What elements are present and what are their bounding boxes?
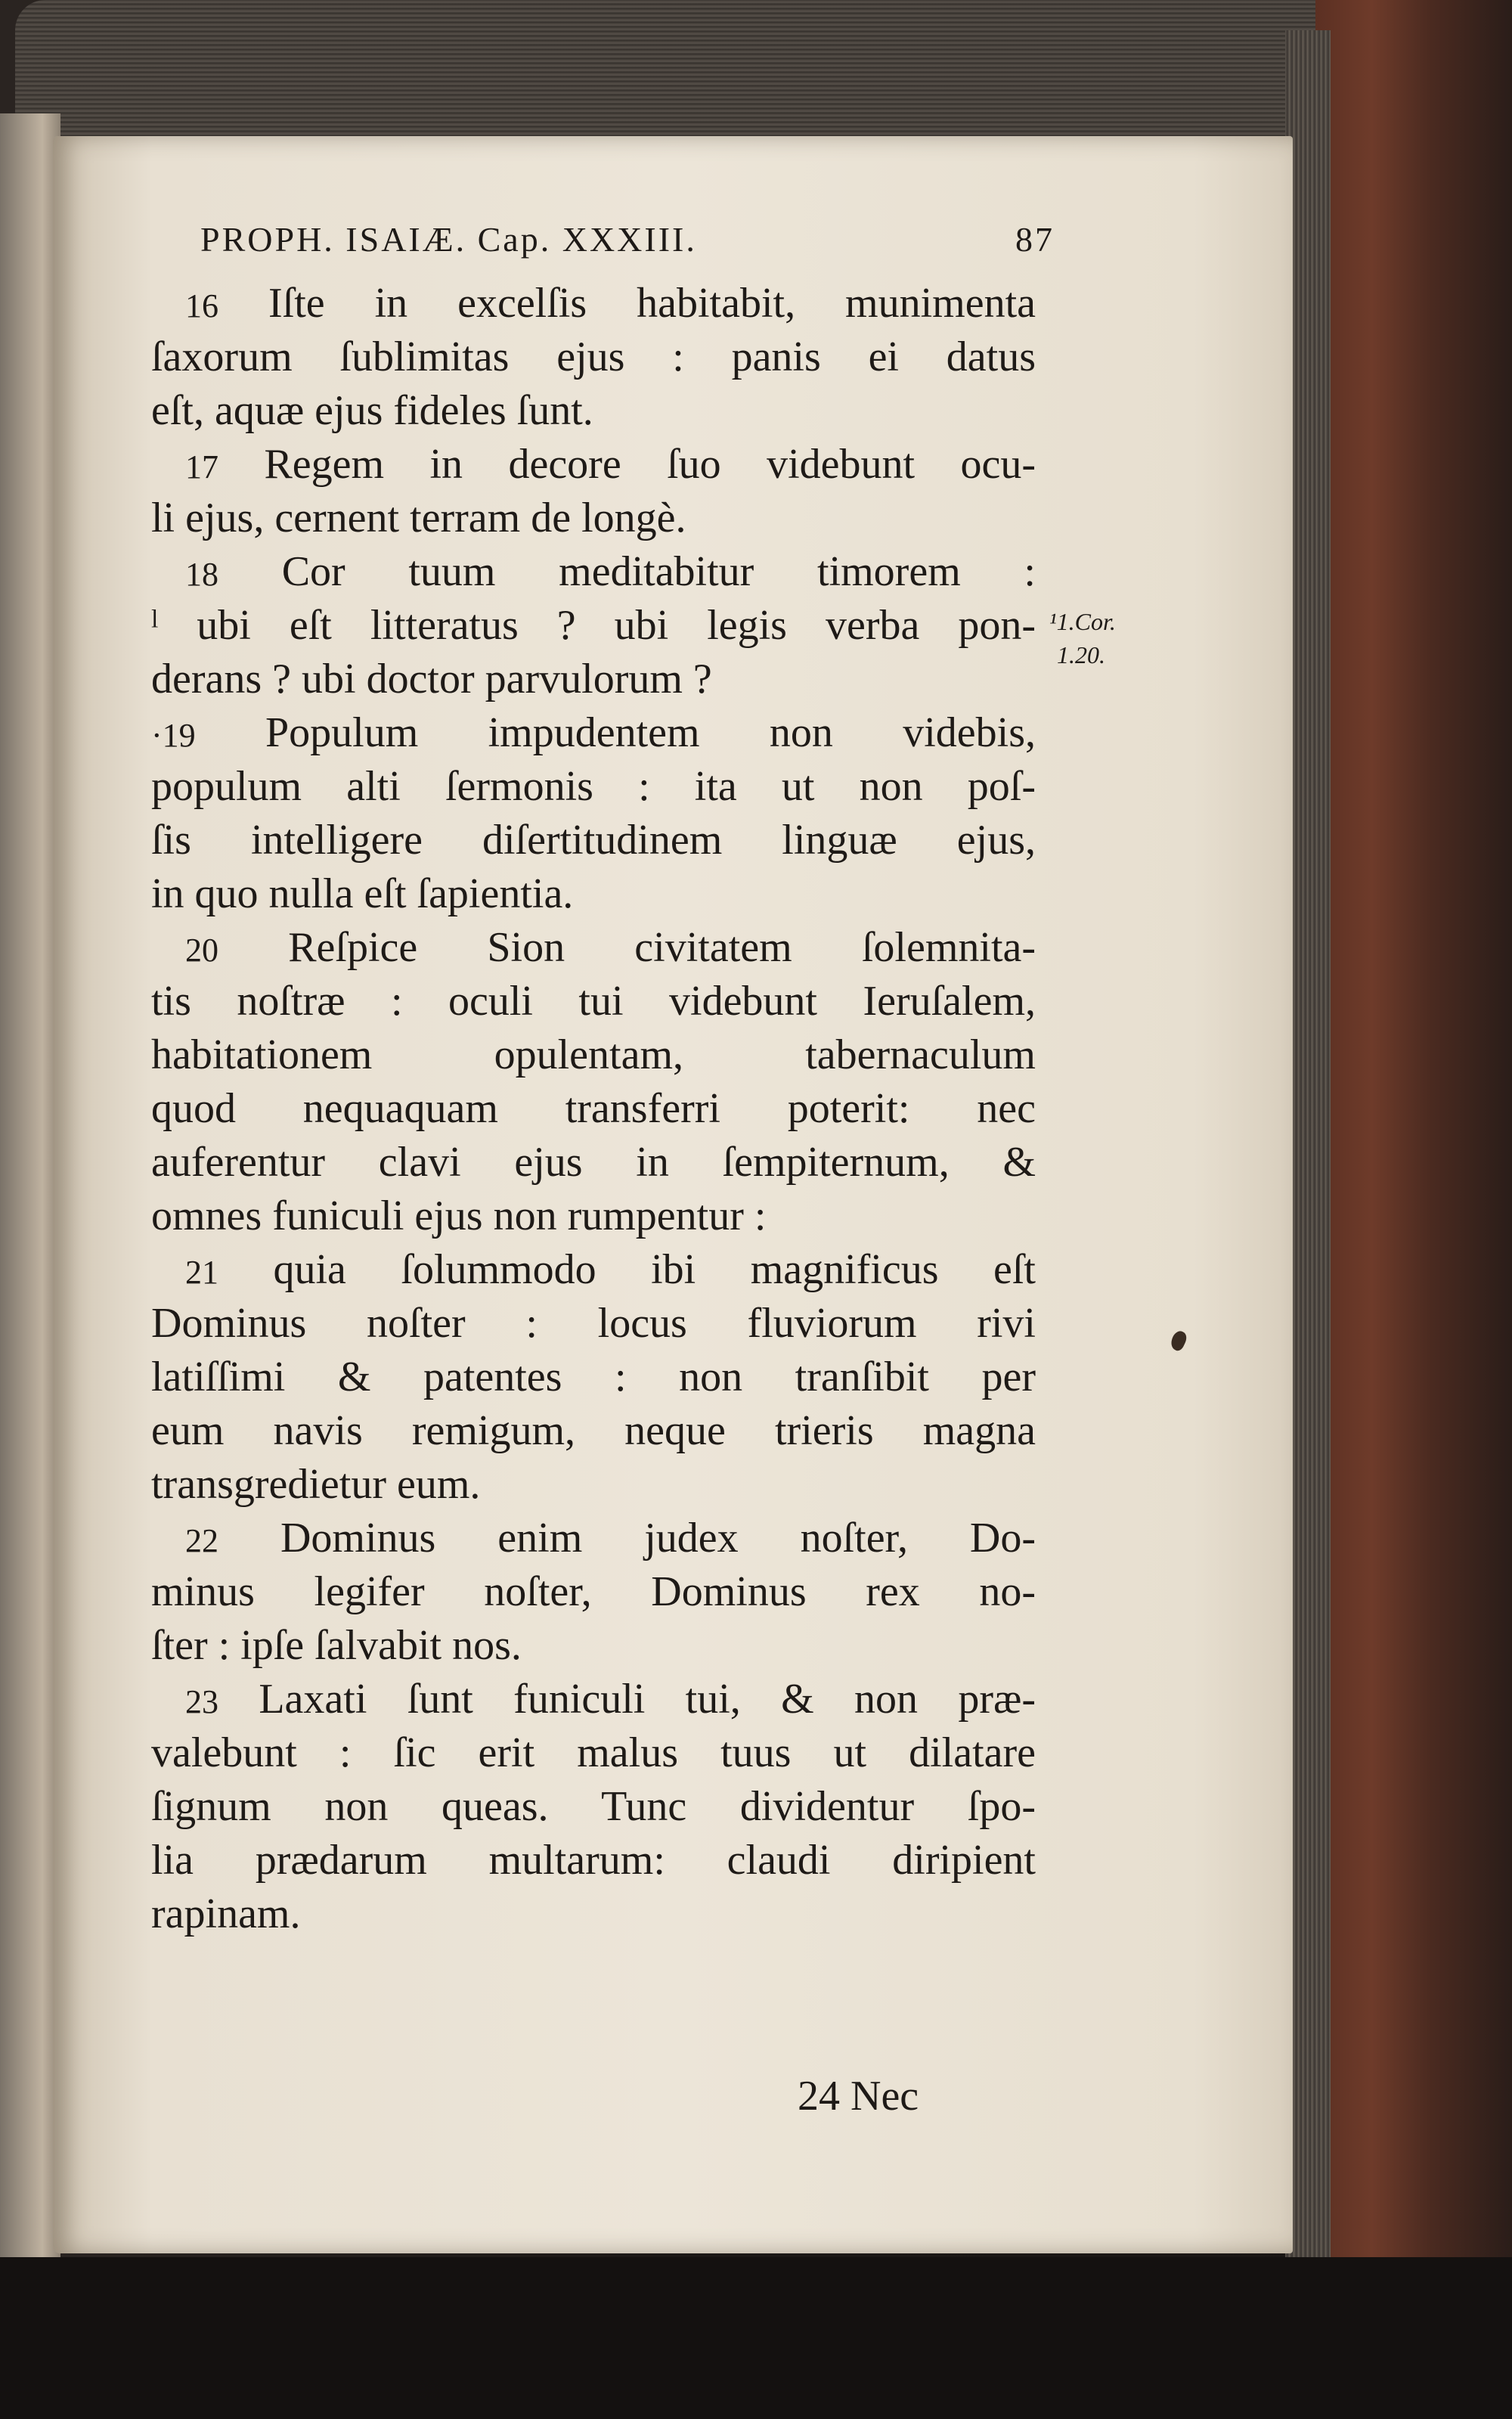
text-line xyxy=(151,1565,1036,1619)
text-line xyxy=(151,1833,1036,1887)
line-text: quia ſolummodo ibi magnificus eſt xyxy=(273,1246,1036,1293)
facing-page-edge xyxy=(0,113,60,2284)
text-line xyxy=(185,276,1036,333)
text-line xyxy=(151,1618,1036,1673)
text-line xyxy=(185,437,1036,495)
line-text: rapinam. xyxy=(151,1890,301,1937)
line-text: Dominus noſter : locus fluviorum rivi xyxy=(151,1300,1036,1347)
line-text: Laxati ſunt funiculi tui, & non præ- xyxy=(259,1676,1036,1723)
text-line xyxy=(151,1403,1036,1458)
text-line xyxy=(151,1028,1036,1082)
line-text: quod nequaquam transferri poterit: nec xyxy=(151,1085,1036,1132)
verse-number: 23 xyxy=(185,1683,218,1720)
text-line xyxy=(185,1242,1036,1300)
line-text: derans ? ubi doctor parvulorum ? xyxy=(151,656,712,702)
line-text: ſis intelligere diſertitudinem linguæ ejus, xyxy=(151,817,1036,864)
text-line xyxy=(151,706,1036,763)
text-line xyxy=(151,330,1036,384)
text-line xyxy=(151,383,1036,438)
line-text: omnes funiculi ejus non rumpentur : xyxy=(151,1192,767,1239)
text-line xyxy=(185,1672,1036,1729)
line-text: populum alti ſermonis : ita ut non poſ- xyxy=(151,763,1036,810)
text-line xyxy=(151,974,1036,1028)
background-bottom xyxy=(0,2257,1512,2419)
book-cover-edge xyxy=(1312,0,1512,2419)
text-line xyxy=(151,1457,1036,1512)
running-title: PROPH. ISAIÆ. Cap. XXXIII. xyxy=(200,220,697,259)
text-line xyxy=(151,652,1036,706)
line-text: Iſte in excelſis habitabit, munimenta xyxy=(268,280,1036,327)
page-stack-top xyxy=(15,0,1315,155)
page-number: 87 xyxy=(1015,220,1055,259)
line-text: habitationem opulentam, tabernaculum xyxy=(151,1031,1036,1078)
verse-number: ·19 xyxy=(151,717,196,754)
line-text: tis noſtræ : oculi tui videbunt Ieruſalem, xyxy=(151,978,1036,1025)
page-text xyxy=(53,136,1293,2253)
margin-reference-line: ¹1.Cor. xyxy=(1049,608,1116,635)
catchword: 24 Nec xyxy=(798,2073,919,2120)
margin-reference-line: 1.20. xyxy=(1057,641,1105,668)
line-text: Cor tuum meditabitur timorem : xyxy=(281,548,1036,595)
verse-number: 16 xyxy=(185,287,218,324)
line-text: ſignum non queas. Tunc dividentur ſpo- xyxy=(151,1783,1036,1830)
line-text: Populum impudentem non videbis, xyxy=(265,709,1036,756)
line-text: ˡ ubi eſt litteratus ? ubi legis verba pon- xyxy=(151,602,1036,649)
text-line xyxy=(151,1887,1036,1941)
verse-number: 20 xyxy=(185,932,218,969)
text-line xyxy=(151,491,1036,545)
line-text: latiſſimi & patentes : non tranſibit per xyxy=(151,1354,1036,1400)
line-text: eſt, aquæ ejus fideles ſunt. xyxy=(151,387,593,434)
verse-number: 22 xyxy=(185,1522,218,1559)
text-line xyxy=(151,1081,1036,1136)
text-line xyxy=(151,759,1036,814)
line-text: eum navis remigum, neque trieris magna xyxy=(151,1407,1036,1454)
text-line xyxy=(151,1189,1036,1243)
verse-number: 21 xyxy=(185,1254,218,1291)
line-text: in quo nulla eſt ſapientia. xyxy=(151,870,574,917)
text-line xyxy=(151,1779,1036,1834)
verse-number: 17 xyxy=(185,448,218,485)
verse-number: 18 xyxy=(185,556,218,593)
text-line xyxy=(151,1135,1036,1189)
text-line xyxy=(151,1350,1036,1404)
line-text: Reſpice Sion civitatem ſolemnita- xyxy=(288,924,1036,971)
line-text: minus legifer noſter, Dominus rex no- xyxy=(151,1568,1036,1615)
line-text: valebunt : ſic erit malus tuus ut dilatare xyxy=(151,1729,1036,1776)
line-text: ſter : ipſe ſalvabit nos. xyxy=(151,1622,522,1669)
line-text: Dominus enim judex noſter, Do- xyxy=(280,1515,1036,1561)
line-text: lia prædarum multarum: claudi diripient xyxy=(151,1837,1036,1884)
book-page xyxy=(53,136,1293,2253)
text-line xyxy=(151,813,1036,867)
ink-speck xyxy=(1168,1329,1188,1352)
line-text: auferentur clavi ejus in ſempiternum, & xyxy=(151,1139,1036,1186)
margin-reference xyxy=(1049,605,1116,671)
text-line xyxy=(151,1296,1036,1351)
text-line xyxy=(185,544,1036,602)
line-text: Regem in decore ſuo videbunt ocu- xyxy=(264,441,1036,488)
line-text: ſaxorum ſublimitas ejus : panis ei datus xyxy=(151,333,1036,380)
running-header xyxy=(200,219,1055,259)
text-line xyxy=(185,1511,1036,1568)
text-line xyxy=(151,867,1036,921)
text-line xyxy=(151,598,1036,653)
line-text: li ejus, cernent terram de longè. xyxy=(151,495,686,541)
text-line xyxy=(151,1726,1036,1780)
text-line xyxy=(185,920,1036,978)
line-text: transgredietur eum. xyxy=(151,1461,481,1508)
